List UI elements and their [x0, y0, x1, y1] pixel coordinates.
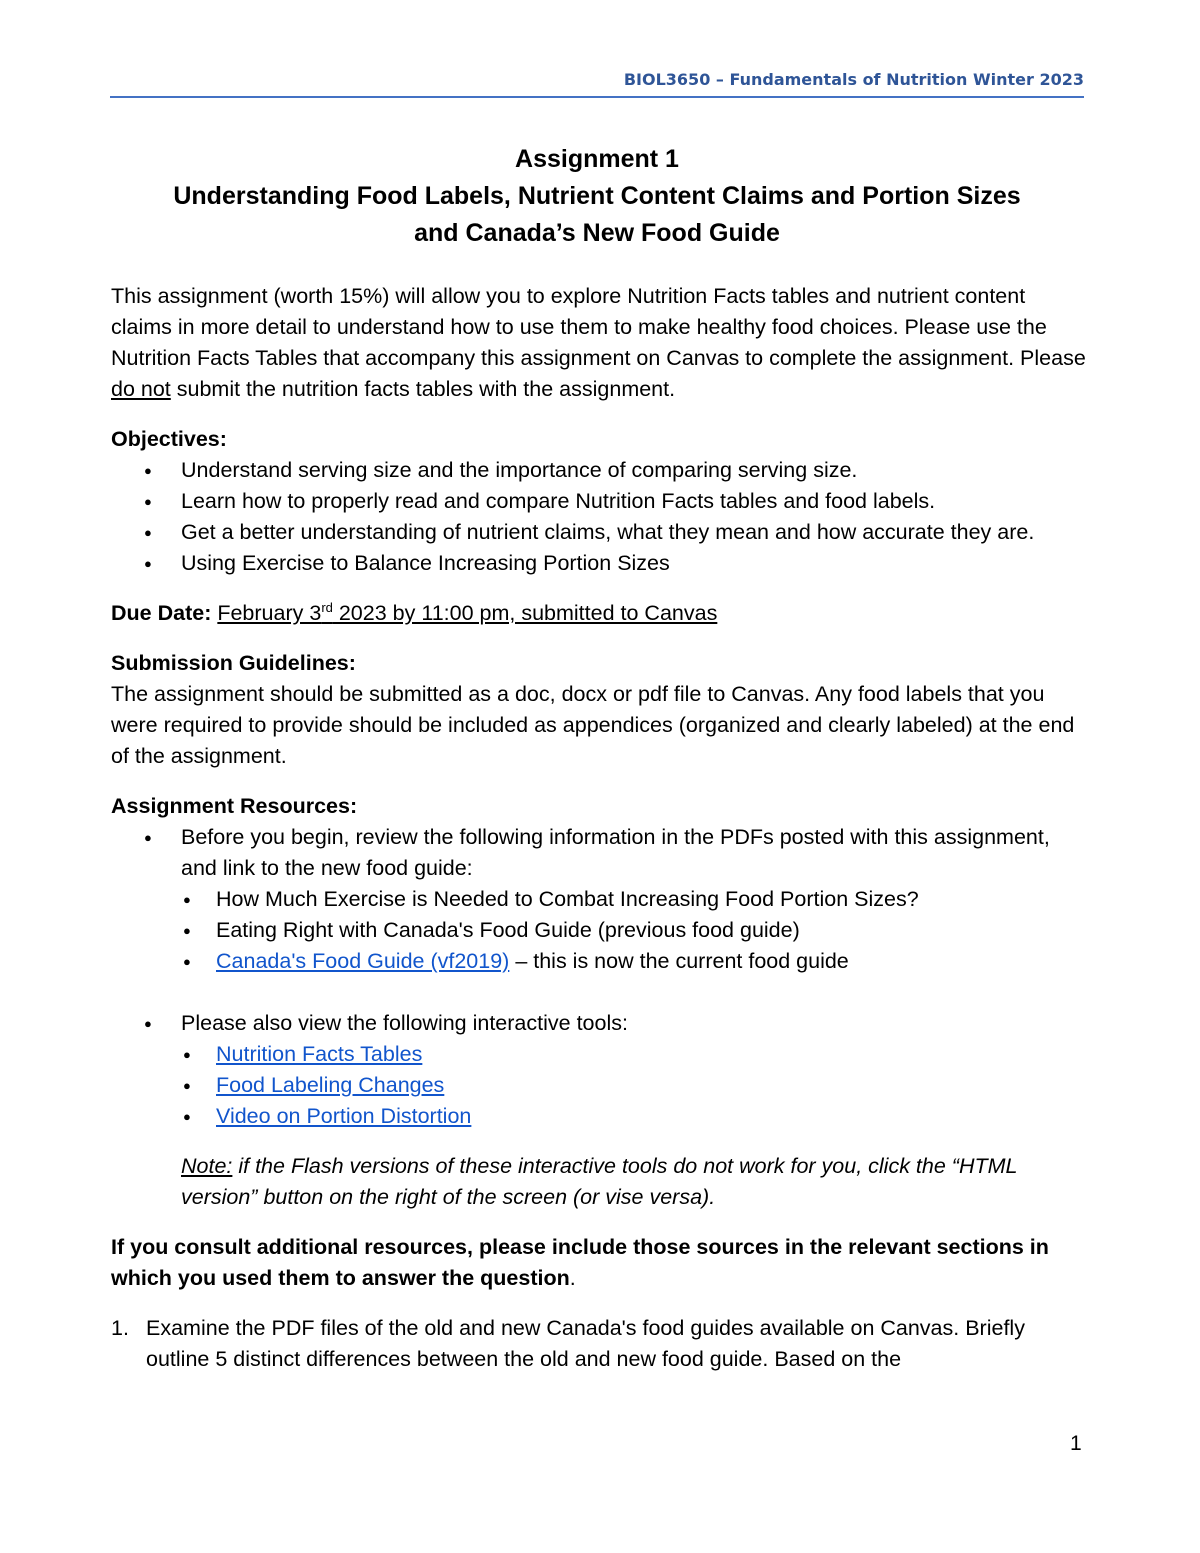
do-not-emphasis: do not — [111, 377, 171, 401]
interactive-tools-list — [181, 1039, 1091, 1132]
portion-distortion-video-link[interactable]: Video on Portion Distortion — [216, 1104, 472, 1128]
document-body — [111, 281, 1091, 1375]
list-item — [181, 1101, 1091, 1132]
list-item: ● Before you begin, review the following information in the PDFs posted with this assignment, and link to the new food guide: ● How Much Exercise is Needed to Combat Increasing Food Portion Sizes? ● Eating Right with Canada's Food Guide (previous food guide) ● Canada's Food Guide (vf2019) – this is now the current food guide — [111, 822, 1091, 977]
note-label: Note: — [181, 1154, 233, 1178]
title-line-3: and Canada’s New Food Guide — [414, 219, 780, 247]
due-date-value: February 3rd 2023 by 11:00 pm, submitted to Canvas — [217, 599, 718, 625]
list-item: ● Please also view the following interactive tools: ● Nutrition Facts Tables ● Food Labeling Changes ● Video on Portion Distortion — [111, 1008, 1091, 1132]
course-header-text: BIOL3650 – Fundamentals of Nutrition Winter 2023 — [623, 70, 1084, 89]
objectives-list — [111, 455, 1091, 579]
due-date — [111, 598, 1091, 629]
page-number: 1 — [1070, 1432, 1082, 1455]
canadas-food-guide-link[interactable]: Canada's Food Guide (vf2019) — [216, 949, 510, 973]
objectives-heading: Objectives: — [111, 427, 227, 451]
flash-note: Note: if the Flash versions of these interactive tools do not work for you, click the “HTML version” button on the right of the screen (or vise versa). — [181, 1154, 1018, 1209]
title-line-2: Understanding Food Labels, Nutrient Content Claims and Portion Sizes — [173, 182, 1021, 210]
consult-instruction: If you consult additional resources, please include those sources in the relevant sections in which you used them to answer the question. — [111, 1235, 1049, 1290]
submission-text: The assignment should be submitted as a doc, docx or pdf file to Canvas. Any food labels that you were required to provide should be included as appendices (organized and clearly labeled) at the end of the assignment. — [111, 682, 1075, 768]
list-item: ● Using Exercise to Balance Increasing Portion Sizes — [111, 548, 1091, 579]
list-item: ● Get a better understanding of nutrient claims, what they mean and how accurate they are. — [111, 517, 1091, 548]
food-labeling-changes-link[interactable]: Food Labeling Changes — [216, 1073, 445, 1097]
list-item: ● Understand serving size and the importance of comparing serving size. — [111, 455, 1091, 486]
pdf-resources-list — [181, 884, 1091, 977]
page-header — [110, 70, 1084, 98]
question-1 — [111, 1313, 1091, 1375]
intro-paragraph: This assignment (worth 15%) will allow you to explore Nutrition Facts tables and nutrient content claims in more detail to understand how to use them to make healthy food choices. Please use the Nutrition Facts Tables that accompany this assignment on Canvas to complete the assignment. Please do not submit the nutrition facts tables with the assignment. — [111, 284, 1086, 401]
list-item: ● Eating Right with Canada's Food Guide (previous food guide) — [181, 915, 1091, 946]
resources-heading: Assignment Resources: — [111, 794, 358, 818]
submission-heading: Submission Guidelines: — [111, 651, 356, 675]
list-item: ● Canada's Food Guide (vf2019) – this is now the current food guide — [181, 946, 1091, 977]
question-number: 1. — [111, 1316, 129, 1340]
due-date-label: Due Date: — [111, 601, 212, 625]
list-item — [181, 1039, 1091, 1070]
question-text: Examine the PDF files of the old and new Canada's food guides available on Canvas. Briefly outline 5 distinct differences between the old and new food guide. Based on the — [146, 1316, 1025, 1371]
resources-list — [111, 822, 1091, 1132]
list-item — [181, 1070, 1091, 1101]
list-item: ● Learn how to properly read and compare Nutrition Facts tables and food labels. — [111, 486, 1091, 517]
document-title — [110, 141, 1084, 252]
nutrition-facts-tables-link[interactable]: Nutrition Facts Tables — [216, 1042, 423, 1066]
list-item: ● How Much Exercise is Needed to Combat Increasing Food Portion Sizes? — [181, 884, 1091, 915]
title-line-1: Assignment 1 — [515, 145, 679, 173]
